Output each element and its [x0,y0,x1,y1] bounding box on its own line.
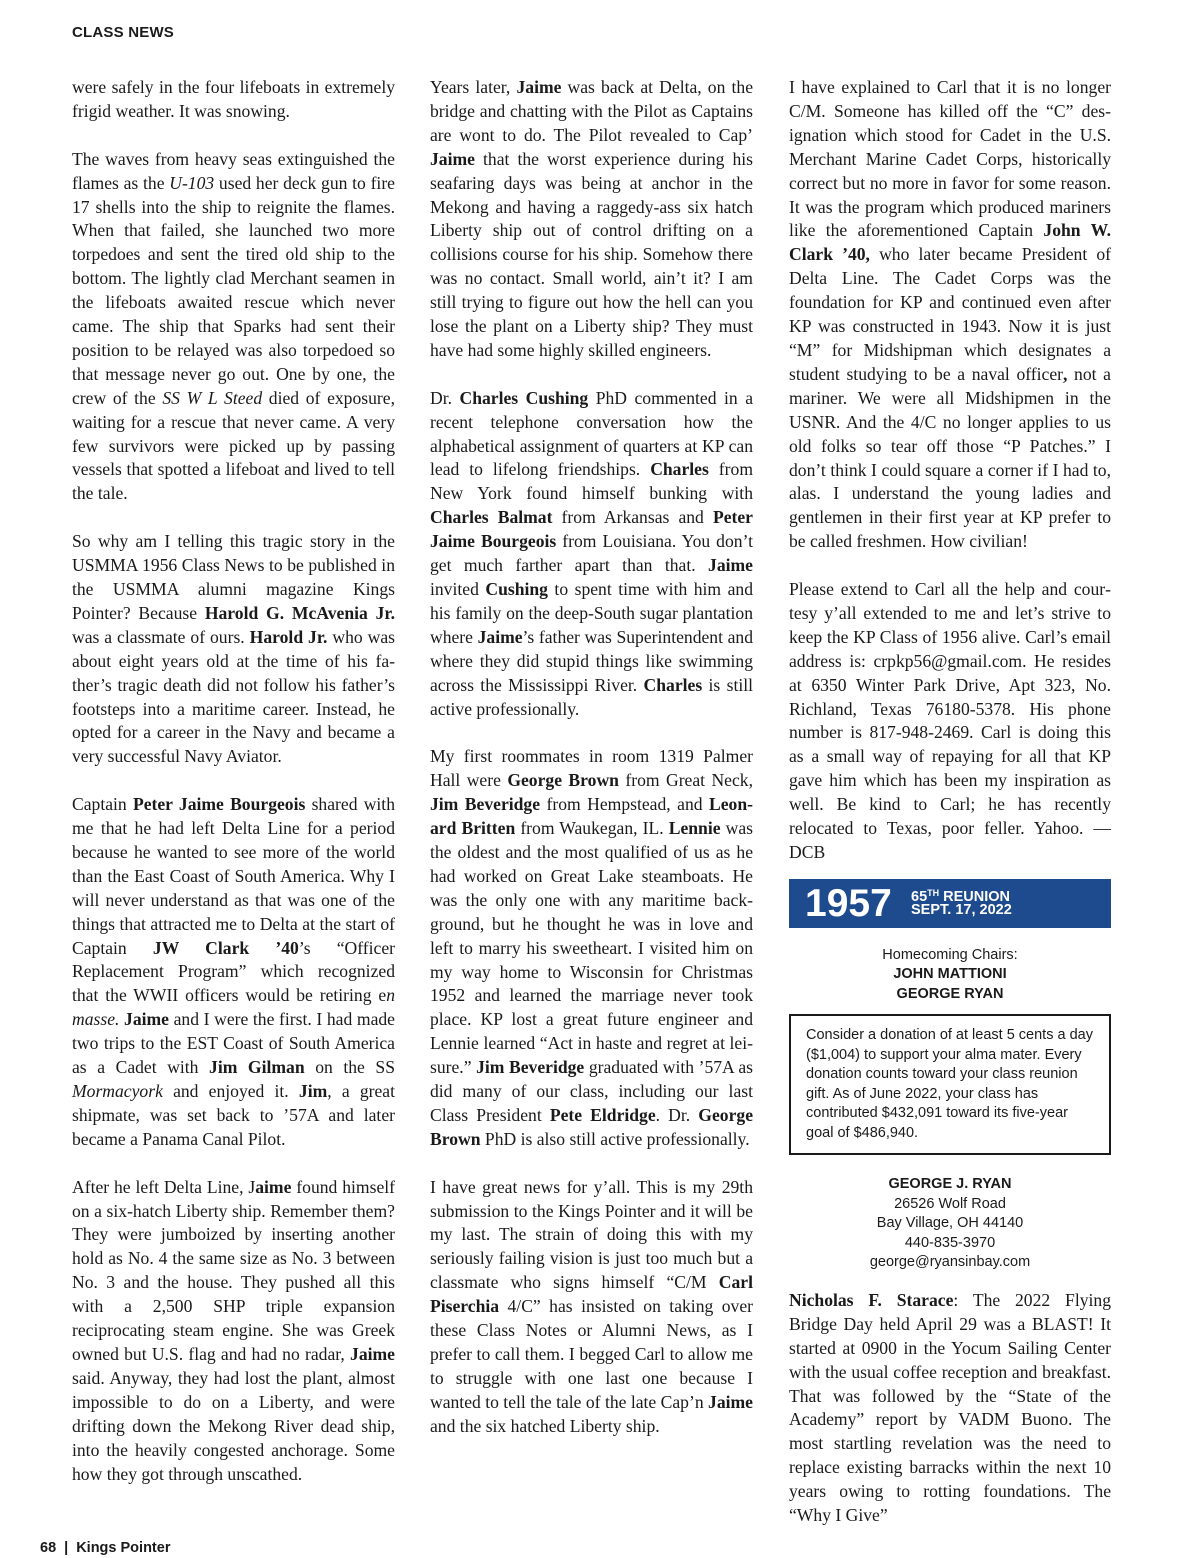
chair-name: JOHN MATTIONI [893,966,1007,983]
paragraph: Dr. Charles Cushing PhD commented in a recent telephone conversation how the alphabetical assignment of quarters at KP can lead to lifelong friendships. Charles from New York found himself bunking with Charles Balmat from Arkansas and Peter Jaime Bourgeois from Louisiana. You don’t get much farther apart than that. Jaime invited Cushing to spent time with him and his family on the deep-South sugar plantation where Jaime’s father was Superintendent and where they did stupid things like swimming across the Mississippi River. Charles is still active professionally. [430,387,753,719]
class-year-banner [789,879,1111,928]
contact-city: Bay Village, OH 44140 [876,1215,1024,1232]
magazine-name: Kings Pointer [76,1540,171,1556]
chair-name: GEORGE RYAN [896,985,1004,1002]
reunion-label: 65TH REUNION [911,887,1011,905]
column-2 [430,76,753,1439]
paragraph: After he left Delta Line, Jaime found himself on a six-hatch Liberty ship. Remember them? They were jumboized by inserting another hold as No. 4 the same size as No. 3 between No. 3 and the house. They pushed all this with a 2,500 SHP triple expansion reciprocating steam engine. She was Greek owned but U.S. flag and had no radar, Jaime said. Anyway, they had lost the plant, almost impossible to do on a Liberty, and were drifting down the Mekong River dead ship, into the heavily congested anchorage. Some how they got through unscathed. [72,1176,395,1484]
contact-email: george@ryansinbay.com [869,1254,1031,1271]
contact-phone: 440-835-3970 [904,1234,996,1251]
paragraph: I have explained to Carl that it is no longer C/M. Someone has killed off the “C” designation which stood for Cadet in the U.S. Merchant Marine Cadet Corps, historically correct but no more in favor for some reason. It was the program which produced mariners like the aforementioned Captain John W. Clark ’40, who later became President of Delta Line. The Cadet Corps was the foundation for KP and continued even after KP was constructed in 1943. Now it is just “M” for Midshipman which designates a student studying to be a naval officer, not a mariner. We were all Midshipmen in the USNR. And the 4/C no longer applies to us old folks so tear off those “P Patches.” I don’t think I could square a corner if I had to, alas. I understand the young ladies and gentlemen in their first year at KP prefer to be called freshmen. How civilian! [789,77,1111,552]
paragraph: So why am I telling this tragic story in the USMMA 1956 Class News to be published in the USMMA alumni magazine Kings Pointer? Because Harold G. McAvenia Jr. was a classmate of ours. Harold Jr. who was about eight years old at the time of his father’s tragic death did not follow his father’s footsteps into a maritime career. Instead, he opted for a career in the Navy and became a very successful Navy Aviator. [72,531,395,767]
chairs-heading: Homecoming Chairs: [882,946,1018,963]
column-1 [72,76,395,1486]
column-3 [789,76,1111,1528]
paragraph: Nicholas F. Starace: The 2022 Flying Bridge Day held April 29 was a BLAST! It started at 0900 in the Yocum Sailing Center with the usual coffee reception and breakfast. That was followed by the “State of the Academy” report by VADM Buono. The most startling revelation was the need to replace existing barracks within the next 10 years owing to rotting foundations. The “Why I Give” [789,1289,1111,1526]
homecoming-chairs [789,946,1111,1005]
paragraph: My first roommates in room 1319 Palmer Hall were George Brown from Great Neck, Jim Beveridge from Hempstead, and Leonard Britten from Waukegan, IL. Lennie was the oldest and the most qualified of us as he had worked on Great Lake steamboats. He was the only one with any maritime background, but he thought he was in love and left to marry his sweetheart. I visited him on my way home to Wisconsin for Christmas 1952 and learned the marriage never took place. KP lost a great future engineer and Lennie learned “Act in haste and regret at leisure.” Jim Beveridge graduated with ’57A as did many of our class, including our last Class President Pete Eldridge. Dr. George Brown PhD is also still active professionally. [430,746,754,1149]
reunion-date: SEPT. 17, 2022 [911,901,1012,918]
contact-name: GEORGE J. RYAN [888,1176,1012,1193]
paragraph: were safely in the four lifeboats in extremely frigid weather. It was snowing. [72,77,395,121]
paragraph: I have great news for y’all. This is my 29th submission to the Kings Pointer and it will be my last. The strain of doing this with my seriously failing vision is just too much but a classmate who signs himself “C/M Carl Piserchia 4/C” has insisted on taking over these Class Notes or Alumni News, as I prefer to call them. I begged Carl to allow me to struggle with one last one because I wanted to tell the tale of the late Cap’n Jaime and the six hatched Liberty ship. [430,1176,753,1436]
paragraph: Captain Peter Jaime Bourgeois shared with me that he had left Delta Line for a period because he wanted to see more of the world than the East Coast of South America. Why I will never understand as that was one of the things that attracted me to Delta at the start of Captain JW Clark ’40’s “Officer Replacement Program” which recognized that the WWII officers would be retiring en masse. Jaime and I were the first. I had made two trips to the EST Coast of South America as a Cadet with Jim Gilman on the SS Mormacyork and enjoyed it. Jim, a great shipmate, was set back to ’57A and later became a Panama Canal Pilot. [72,794,396,1149]
class-year: 1957 [805,881,892,925]
section-label: CLASS NEWS [72,24,175,41]
paragraph: Years later, Jaime was back at Delta, on the bridge and chatting with the Pilot as Captains are wont to do. The Pilot revealed to Cap’ Jaime that the worst experience during his seafaring days was being at anchor in the Mekong and having a raggedy-ass six hatch Liberty ship out of control drifting on a collisions course for his ship. Somehow there was no contact. Small world, ain’t it? I am still trying to figure out how the hell can you lose the plant on a Liberty ship? They must have had some highly skilled engineers. [430,77,754,360]
page-footer [40,1540,170,1556]
class-contact [789,1175,1111,1273]
page-number: 68 [40,1540,57,1556]
footer-separator: | [64,1540,69,1556]
contact-street: 26526 Wolf Road [894,1195,1006,1212]
paragraph: Please extend to Carl all the help and courtesy y’all extended to me and let’s strive to keep the KP Class of 1956 alive. Carl’s email address is: crpkp56@gmail.com. He resides at 6350 Winter Park Drive, Apt 323, No. Richland, Texas 76180-5378. His phone number is 817-948-2469. Carl is doing this as a small way of repaying for all that KP gave him which has been my inspiration as well. Be kind to Carl; he has recently relocated to Texas, poor feller. Yahoo. —DCB [789,579,1111,862]
donation-notice: Consider a donation of at least 5 cents a day ($1,004) to support your alma mater. Every donation counts toward your class reunion gift. As of June 2022, your class has contributed $432,091 toward its five-year goal of $486,940. [789,1014,1111,1155]
paragraph: The waves from heavy seas extinguished the flames as the U-103 used her deck gun to fire 17 shells into the ship to reignite the flames. When that failed, she launched two more torpedoes and sent the tired old ship to the bottom. The lightly clad Merchant seamen in the lifeboats awaited rescue which never came. The ship that Sparks had sent their position to be relayed was also torpedoed so that message never go out. One by one, the crew of the SS W L Steed died of exposure, waiting for a rescue that never came. A very few survivors were picked up by passing vessels that spotted a lifeboat and lived to tell the tale. [72,148,395,504]
